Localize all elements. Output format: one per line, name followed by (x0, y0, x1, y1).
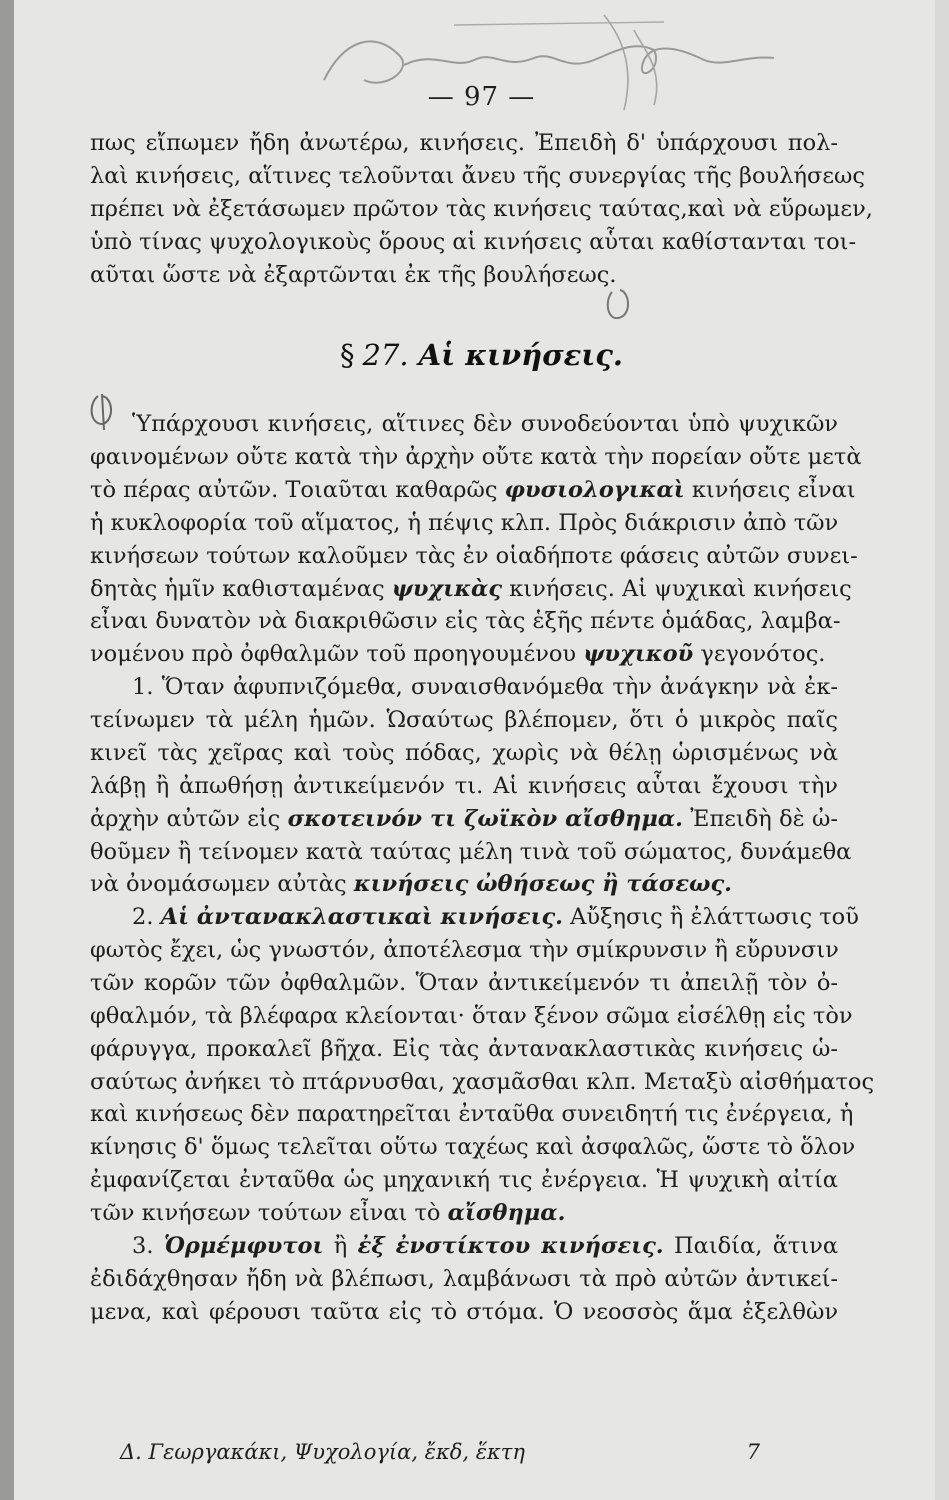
text-line: θοῦμεν ἢ τείνομεν κατὰ ταύτας μέλη τινὰ τοῦ σώματος, δυνάμεθα (90, 838, 852, 865)
emphasis: κινήσεις ὠθήσεως ἢ τάσεως. (353, 871, 732, 898)
text-line: λάβῃ ἢ ἀπωθήσῃ ἀντικείμενόν τι. Αἱ κινήσεις αὗται ἔχουσι τὴν (90, 772, 838, 799)
text-line: κινήσεων τούτων καλοῦμεν τὰς ἐν οἱαδήποτε φάσεις αὐτῶν συνει- (90, 542, 858, 569)
text-line: καὶ κινήσεως δὲν παρατηρεῖται ἐνταῦθα συνειδητή τις ἐνέργεια, ἡ (90, 1101, 854, 1128)
emphasis: σκοτεινόν τι ζωϊκὸν αἴσθημα. (287, 805, 683, 832)
text-line: φαινομένων οὔτε κατὰ τὴν ἀρχὴν οὔτε κατὰ τὴν πορείαν οὔτε μετὰ (90, 443, 862, 470)
paragraph-continuation (90, 127, 873, 292)
text-line: φωτὸς ἔχει, ὡς γνωστόν, ἀποτέλεσμα τὴν σμίκρυνσιν ἢ εὔρυνσιν (90, 936, 839, 963)
emphasis: ψυχικοῦ (583, 641, 694, 668)
text-line: τὸ πέρας αὐτῶν. Τοιαῦται καθαρῶς φυσιολογικαὶ κινήσεις εἶναι (90, 476, 856, 503)
section-sign: § (339, 338, 355, 372)
text-line: 2. Αἱ ἀντανακλαστικαὶ κινήσεις. Αὔξησις ἢ ἐλάττωσις τοῦ (132, 904, 859, 930)
emphasis: φυσιολογικαὶ (504, 476, 685, 503)
text-line: ἐμφανίζεται ἐνταῦθα ὡς μηχανική τις ἐνέργεια. Ἡ ψυχικὴ αἰτία (90, 1167, 838, 1194)
text-line: τῶν κινήσεων τούτων εἶναι τὸ αἴσθημα. (90, 1200, 566, 1227)
text-line: τῶν κορῶν τῶν ὀφθαλμῶν. Ὅταν ἀντικείμενόν τι ἀπειλῇ τὸν ὀ- (90, 969, 838, 996)
text-line: ἡ κυκλοφορία τοῦ αἵματος, ἡ πέψις κλπ. Πρὸς διάκρισιν ἀπὸ τῶν (90, 509, 839, 536)
text-line: νομένου πρὸ ὀφθαλμῶν τοῦ προηγουμένου ψυχικοῦ γεγονότος. (90, 641, 826, 668)
text-line: 3. Ὁρμέμφυτοι ἢ ἐξ ἐνστίκτου κινήσεις. Παιδία, ἅτινα (132, 1233, 839, 1259)
section-heading (14, 338, 949, 372)
text-line: δητὰς ἡμῖν καθισταμένας ψυχικὰς κινήσεις. Αἱ ψυχικαὶ κινήσεις (90, 575, 852, 602)
text-line: πρέπει νὰ ἐξετάσωμεν πρῶτον τὰς κινήσεις ταύτας,καὶ νὰ εὕρωμεν, (90, 195, 873, 222)
page-number: — 97 — (427, 82, 536, 112)
emphasis: ψυχικὰς (391, 575, 503, 602)
text-line: τείνωμεν τὰ μέλη ἡμῶν. Ὡσαύτως βλέπομεν, ὅτι ὁ μικρὸς παῖς (90, 706, 838, 733)
text-line: φάρυγγα, προκαλεῖ βῆχα. Εἰς τὰς ἀντανακλαστικὰς κινήσεις ὡ- (90, 1035, 838, 1062)
emphasis: ἐξ ἐνστίκτου κινήσεις. (357, 1233, 664, 1259)
text-line: φθαλμόν, τὰ βλέφαρα κλείονται· ὅταν ξένον σῶμα εἰσέλθῃ εἰς τὸν (90, 1002, 853, 1029)
text-line: νὰ ὀνομάσωμεν αὐτὰς κινήσεις ὠθήσεως ἢ τάσεως. (90, 871, 732, 898)
text-line: ἐδιδάχθησαν ἤδη νὰ βλέπωσι, λαμβάνωσι τὰ πρὸ αὐτῶν ἀντικεί- (90, 1265, 838, 1292)
text-line: σαύτως ἀνήκει τὸ πτάρνυσθαι, χασμᾶσθαι κλπ. Μεταξὺ αἰσθήματος (90, 1068, 875, 1095)
emphasis: Αἱ ἀντανακλαστικαὶ κινήσεις. (160, 904, 563, 930)
section-number: 27. (362, 338, 409, 372)
handwritten-mark (602, 282, 638, 326)
footer (120, 1440, 760, 1464)
text-line: λαὶ κινήσεις, αἵτινες τελοῦνται ἄνευ τῆς συνεργίας τῆς βουλήσεως (90, 162, 865, 189)
text-line: εἶναι δυνατὸν νὰ διακριθῶσιν εἰς τὰς ἑξῆς πέντε ὁμάδας, λαμβα- (90, 608, 841, 635)
text-line: κίνησις δ' ὅμως τελεῖται οὕτω ταχέως καὶ ἀσφαλῶς, ὥστε τὸ ὅλον (90, 1134, 856, 1161)
text-line: πως εἴπωμεν ἤδη ἀνωτέρω, κινήσεις. Ἐπειδὴ δ' ὑπάρχουσι πολ- (90, 130, 838, 156)
paragraph-4 (90, 1230, 838, 1329)
signature-number: 7 (746, 1440, 760, 1464)
text-line: Ὑπάρχουσι κινήσεις, αἵτινες δὲν συνοδεύονται ὑπὸ ψυχικῶν (132, 411, 838, 437)
emphasis: Ὁρμέμφυτοι (163, 1233, 324, 1259)
section-title: Αἱ κινήσεις. (418, 338, 624, 372)
text-line: μενα, καὶ φέρουσι ταῦτα εἰς τὸ στόμα. Ὁ νεοσσὸς ἅμα ἐξελθὼν (90, 1298, 838, 1325)
text-line: ἀρχὴν αὐτῶν εἰς σκοτεινόν τι ζωϊκὸν αἴσθημα. Ἐπειδὴ δὲ ὠ- (90, 805, 838, 832)
text-line: 1. Ὅταν ἀφυπνιζόμεθα, συναισθανόμεθα τὴν ἀνάγκην νὰ ἐκ- (132, 674, 838, 700)
paragraph-2 (90, 671, 852, 901)
text-line: αῦται ὥστε νὰ ἐξαρτῶνται ἐκ τῆς βουλήσεως. (90, 261, 617, 288)
emphasis: αἴσθημα. (447, 1200, 566, 1227)
text-line: κινεῖ τὰς χεῖρας καὶ τοὺς πόδας, χωρὶς νὰ θέλῃ ὡρισμένως νὰ (90, 739, 838, 766)
text-line: ὑπὸ τίνας ψυχολογικοὺς ὅρους αἱ κινήσεις αὗται καθίστανται τοι- (90, 228, 857, 255)
paragraph-1 (90, 408, 862, 671)
footer-text: Δ. Γεωργακάκι, Ψυχολογία, ἔκδ, ἕκτη (120, 1440, 525, 1464)
paragraph-3 (90, 901, 875, 1230)
